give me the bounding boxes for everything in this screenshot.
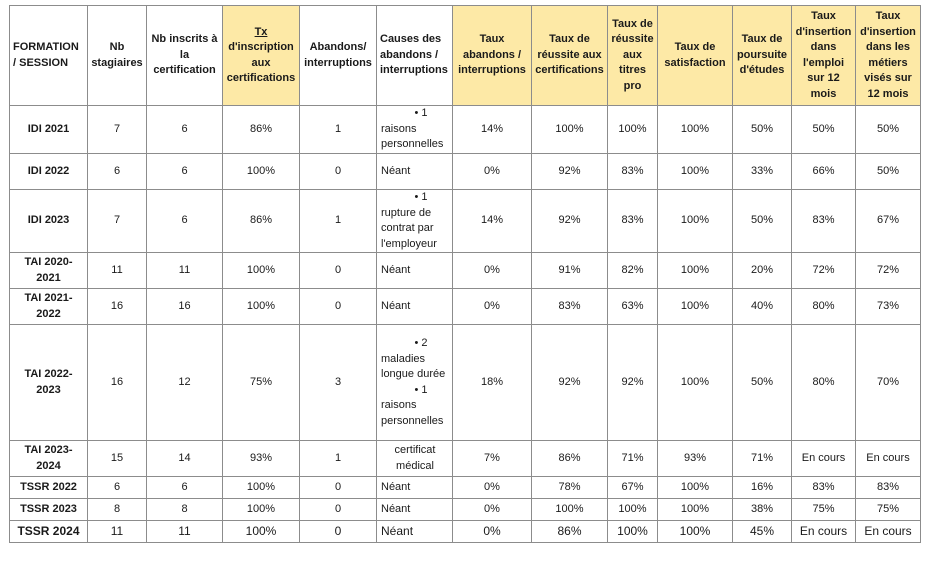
table-row [10,106,921,154]
cell-insertion-emploi: En cours [792,441,856,477]
cell-causes [377,521,453,543]
cell-insertion-metiers: 75% [856,499,921,521]
cell-satisfaction: 100% [658,325,733,441]
header-causes: Causes des abandons / interruptions [377,6,453,106]
cell-causes [377,441,453,477]
cell-abandons: 0 [300,253,377,289]
cell-taux-abandons: 0% [453,154,532,190]
cell-reussite-titres: 100% [608,499,658,521]
cell-insertion-emploi: 50% [792,106,856,154]
cause-text: raisons personnelles [381,399,444,427]
cell-stagiaires: 15 [88,441,147,477]
cell-inscrits: 6 [147,190,223,253]
header-tx-rest: d'inscription aux certifications [226,41,296,84]
cell-reussite-certif: 100% [532,106,608,154]
cause-text: certificat médical [394,444,436,472]
cell-tx-inscription: 100% [223,499,300,521]
cell-inscrits: 6 [147,106,223,154]
cell-insertion-emploi: En cours [792,521,856,543]
cell-abandons: 0 [300,289,377,325]
cell-inscrits: 16 [147,289,223,325]
table-row [10,477,921,499]
cell-formation: TSSR 2022 [10,477,88,499]
cell-reussite-titres: 63% [608,289,658,325]
cause-text: rupture de contrat par l'employeur [381,206,437,250]
cell-causes [377,289,453,325]
cell-causes [377,325,453,441]
cell-taux-abandons: 14% [453,106,532,154]
cell-insertion-emploi: 72% [792,253,856,289]
cause-text: maladies longue durée [381,352,446,380]
cell-stagiaires: 8 [88,499,147,521]
table-row [10,289,921,325]
cell-reussite-certif: 86% [532,441,608,477]
cell-insertion-metiers: En cours [856,441,921,477]
cell-tx-inscription: 100% [223,253,300,289]
cell-reussite-certif: 83% [532,289,608,325]
header-taux-abandons: Taux abandons / interruptions [453,6,532,106]
header-taux-insertion-metiers: Taux d'insertion dans les métiers visés sur 12 mois [856,6,921,106]
cell-inscrits: 11 [147,253,223,289]
cell-tx-inscription: 100% [223,521,300,543]
table-row [10,441,921,477]
cell-reussite-certif: 100% [532,499,608,521]
cell-satisfaction: 93% [658,441,733,477]
cell-stagiaires: 7 [88,106,147,154]
header-taux-reussite-certif: Taux de réussite aux certifications [532,6,608,106]
cause-bullet: • 1 [414,383,428,396]
cell-tx-inscription: 93% [223,441,300,477]
cell-taux-abandons: 0% [453,521,532,543]
cell-formation: TAI 2023-2024 [10,441,88,477]
cell-reussite-titres: 71% [608,441,658,477]
cause-text: Néant [381,299,411,312]
cell-formation: TAI 2021-2022 [10,289,88,325]
cell-tx-inscription: 100% [223,477,300,499]
header-tx-prefix: Tx [254,25,268,38]
header-row [10,6,921,106]
cell-inscrits: 12 [147,325,223,441]
header-taux-satisfaction: Taux de satisfaction [658,6,733,106]
cell-insertion-emploi: 83% [792,190,856,253]
cell-taux-abandons: 18% [453,325,532,441]
cell-taux-abandons: 7% [453,441,532,477]
cell-taux-abandons: 0% [453,289,532,325]
cell-tx-inscription: 86% [223,190,300,253]
results-table [9,5,921,543]
cell-stagiaires: 16 [88,325,147,441]
cell-satisfaction: 100% [658,190,733,253]
table-row [10,154,921,190]
cell-insertion-emploi: 80% [792,289,856,325]
cell-poursuite: 45% [733,521,792,543]
cell-formation: TAI 2022-2023 [10,325,88,441]
cause-bullet: • 2 [414,337,428,349]
cell-insertion-metiers: 72% [856,253,921,289]
cell-insertion-metiers: 67% [856,190,921,253]
cause-bullet: • 1 [414,107,428,120]
cell-formation: IDI 2022 [10,154,88,190]
cell-satisfaction: 100% [658,499,733,521]
cause-text: Néant [381,164,411,177]
cell-causes [377,106,453,154]
results-table-container [9,5,921,543]
cell-insertion-metiers: En cours [856,521,921,543]
cell-insertion-emploi: 66% [792,154,856,190]
cell-reussite-certif: 86% [532,521,608,543]
cell-poursuite: 50% [733,106,792,154]
cell-satisfaction: 100% [658,289,733,325]
cell-reussite-titres: 100% [608,521,658,543]
header-taux-reussite-titres: Taux de réussite aux titres pro [608,6,658,106]
cell-stagiaires: 11 [88,521,147,543]
cell-stagiaires: 11 [88,253,147,289]
cell-reussite-certif: 92% [532,325,608,441]
cell-causes [377,253,453,289]
cell-causes [377,477,453,499]
cell-formation: IDI 2023 [10,190,88,253]
cell-insertion-metiers: 73% [856,289,921,325]
table-row [10,253,921,289]
cell-reussite-titres: 83% [608,190,658,253]
cell-insertion-metiers: 50% [856,106,921,154]
cell-poursuite: 20% [733,253,792,289]
cell-reussite-certif: 92% [532,190,608,253]
cell-causes [377,154,453,190]
cause-text: Néant [381,502,411,515]
cause-bullet: • 1 [414,191,428,203]
cell-causes [377,499,453,521]
cell-reussite-titres: 92% [608,325,658,441]
cell-tx-inscription: 100% [223,289,300,325]
cause-text: Néant [381,480,411,493]
cell-inscrits: 8 [147,499,223,521]
cell-poursuite: 33% [733,154,792,190]
cell-abandons: 3 [300,325,377,441]
cell-stagiaires: 6 [88,477,147,499]
cell-stagiaires: 6 [88,154,147,190]
cell-stagiaires: 16 [88,289,147,325]
cell-reussite-titres: 83% [608,154,658,190]
table-row [10,499,921,521]
cell-tx-inscription: 100% [223,154,300,190]
cell-satisfaction: 100% [658,106,733,154]
cell-reussite-titres: 67% [608,477,658,499]
header-formation: FORMATION / SESSION [10,6,88,106]
cell-abandons: 1 [300,190,377,253]
header-nb-stagiaires: Nb stagiaires [88,6,147,106]
cell-insertion-metiers: 50% [856,154,921,190]
header-taux-insertion-emploi: Taux d'insertion dans l'emploi sur 12 mois [792,6,856,106]
cell-reussite-certif: 91% [532,253,608,289]
cell-poursuite: 71% [733,441,792,477]
cell-abandons: 1 [300,441,377,477]
cell-reussite-titres: 82% [608,253,658,289]
cell-insertion-metiers: 83% [856,477,921,499]
cell-causes [377,190,453,253]
cell-taux-abandons: 0% [453,477,532,499]
table-body [10,106,921,543]
cell-inscrits: 6 [147,477,223,499]
cell-insertion-emploi: 83% [792,477,856,499]
cell-abandons: 0 [300,477,377,499]
cell-reussite-titres: 100% [608,106,658,154]
cell-poursuite: 50% [733,190,792,253]
header-tx-inscription [223,6,300,106]
cell-satisfaction: 100% [658,253,733,289]
header-abandons: Abandons/ interruptions [300,6,377,106]
cell-poursuite: 40% [733,289,792,325]
cell-reussite-certif: 78% [532,477,608,499]
header-taux-poursuite: Taux de poursuite d'études [733,6,792,106]
cell-abandons: 1 [300,106,377,154]
cell-poursuite: 38% [733,499,792,521]
cell-formation: TSSR 2024 [10,521,88,543]
cause-text: Néant [381,263,411,276]
cell-reussite-certif: 92% [532,154,608,190]
cell-tx-inscription: 75% [223,325,300,441]
cell-abandons: 0 [300,521,377,543]
cell-taux-abandons: 0% [453,499,532,521]
cell-taux-abandons: 14% [453,190,532,253]
cause-text: Néant [381,523,414,538]
cell-formation: TAI 2020-2021 [10,253,88,289]
cell-inscrits: 6 [147,154,223,190]
cell-abandons: 0 [300,499,377,521]
cell-satisfaction: 100% [658,477,733,499]
cell-inscrits: 11 [147,521,223,543]
cell-tx-inscription: 86% [223,106,300,154]
cell-insertion-emploi: 75% [792,499,856,521]
cell-poursuite: 50% [733,325,792,441]
table-row [10,190,921,253]
cell-insertion-emploi: 80% [792,325,856,441]
cell-formation: IDI 2021 [10,106,88,154]
cause-text: raisons personnelles [381,122,444,151]
cell-poursuite: 16% [733,477,792,499]
cell-satisfaction: 100% [658,521,733,543]
cell-taux-abandons: 0% [453,253,532,289]
cell-inscrits: 14 [147,441,223,477]
cell-abandons: 0 [300,154,377,190]
cell-satisfaction: 100% [658,154,733,190]
table-row [10,325,921,441]
cell-insertion-metiers: 70% [856,325,921,441]
header-nb-inscrits: Nb inscrits à la certification [147,6,223,106]
cell-stagiaires: 7 [88,190,147,253]
table-row [10,521,921,543]
cell-formation: TSSR 2023 [10,499,88,521]
